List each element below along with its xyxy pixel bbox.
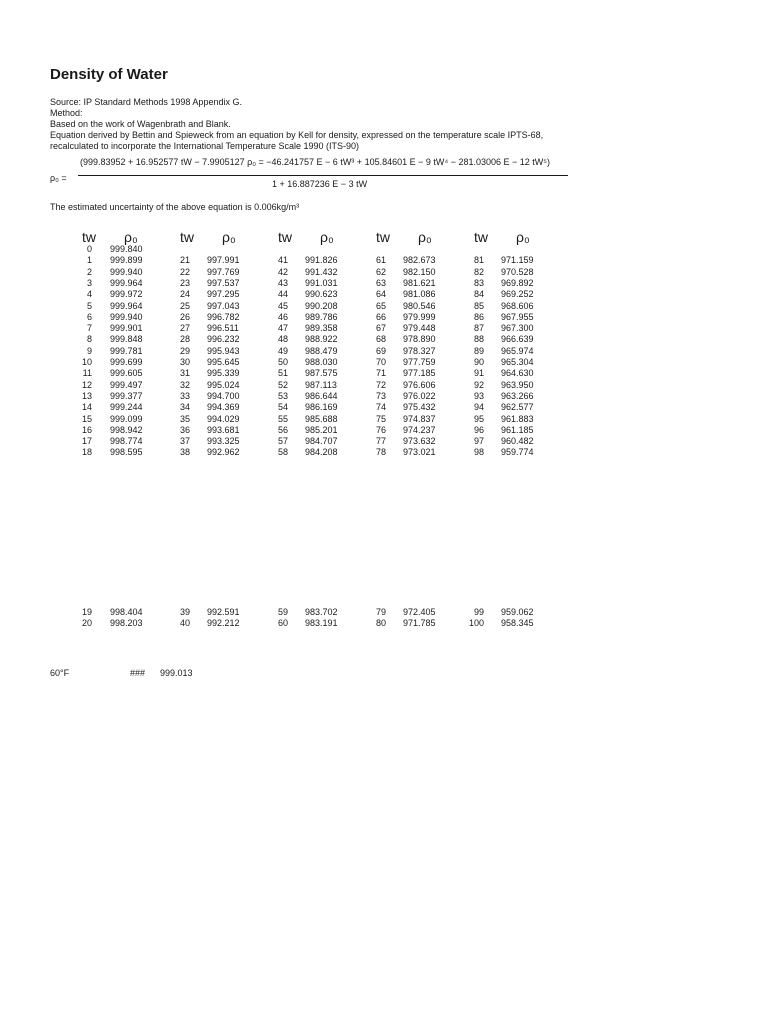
cell-density: 966.639 [501, 334, 534, 345]
cell-density: 987.113 [305, 379, 337, 390]
col-header-t: tw [474, 229, 488, 245]
footer-density-value: 999.013 [160, 668, 193, 678]
cell-temperature: 50 [277, 357, 288, 367]
cell-temperature: 86 [473, 311, 484, 322]
cell-density: 969.892 [501, 277, 534, 288]
cell-temperature: 39 [179, 607, 190, 617]
cell-temperature: 12 [81, 379, 92, 390]
cell-density: 999.940 [110, 311, 143, 322]
cell-temperature: 6 [86, 311, 92, 322]
cell-temperature: 18 [81, 447, 92, 458]
cell-temperature: 61 [375, 255, 386, 266]
cell-temperature: 82 [473, 266, 484, 277]
cell-temperature: 56 [277, 424, 288, 435]
cell-temperature: 97 [473, 436, 484, 447]
cell-temperature: 8 [86, 334, 92, 345]
cell-temperature: 21 [179, 255, 190, 266]
col-header-rho: ρ₀ [516, 229, 530, 245]
cell-temperature: 7 [86, 323, 92, 334]
cell-temperature: 99 [473, 607, 484, 617]
cell-density: 963.266 [501, 390, 534, 401]
cell-temperature: 28 [179, 334, 190, 345]
cell-temperature: 33 [179, 390, 190, 401]
cell-density: 988.922 [305, 334, 338, 345]
col-header-rho: ρ₀ [320, 229, 334, 245]
cell-density: 998.942 [110, 424, 143, 435]
density-formula [50, 155, 570, 195]
cell-density: 991.826 [305, 255, 338, 266]
cell-density: 992.962 [207, 447, 240, 458]
cell-density: 993.325 [207, 436, 240, 447]
cell-temperature: 43 [277, 277, 288, 288]
cell-density: 965.304 [501, 357, 534, 367]
col-header-t: tw [376, 229, 390, 245]
based-on-line: Based on the work of Wagenbrath and Blank. [50, 119, 231, 129]
cell-density: 999.899 [110, 255, 143, 266]
cell-density: 999.497 [110, 379, 143, 390]
cell-density: 976.022 [403, 390, 436, 401]
cell-temperature: 76 [375, 424, 386, 435]
cell-density: 991.432 [305, 266, 338, 277]
cell-temperature: 57 [277, 436, 288, 447]
cell-density: 959.774 [501, 447, 534, 458]
cell-temperature: 19 [81, 607, 92, 617]
cell-temperature: 26 [179, 311, 190, 322]
formula-denominator: 1 + 16.887236 E − 3 tW [272, 179, 368, 189]
cell-density: 960.482 [501, 436, 534, 447]
col-header-rho: ρ₀ [418, 229, 432, 245]
cell-density: 971.159 [501, 255, 534, 266]
cell-density: 997.043 [207, 300, 240, 311]
cell-density: 988.030 [305, 357, 338, 367]
cell-temperature: 31 [179, 368, 190, 379]
cell-density: 958.345 [501, 618, 534, 629]
derivation-line-1: Equation derived by Bettin and Spieweck from an equation by Kell for density, expressed on the temperature scale IPTS-68, [50, 130, 544, 140]
cell-temperature: 89 [473, 345, 484, 356]
cell-temperature: 15 [81, 413, 92, 424]
cell-density: 967.300 [501, 323, 534, 334]
cell-density: 984.707 [305, 436, 338, 447]
cell-temperature: 87 [473, 323, 484, 334]
cell-density: 990.208 [305, 300, 338, 311]
cell-temperature: 32 [179, 379, 190, 390]
cell-temperature: 54 [277, 402, 288, 413]
cell-temperature: 2 [86, 266, 92, 277]
cell-temperature: 52 [277, 379, 288, 390]
cell-temperature: 17 [81, 436, 92, 447]
cell-density: 974.237 [403, 424, 436, 435]
source-line: Source: IP Standard Methods 1998 Appendix G. [50, 97, 242, 107]
cell-temperature: 80 [375, 618, 386, 629]
cell-temperature: 13 [81, 390, 92, 401]
cell-temperature: 10 [81, 357, 92, 367]
cell-temperature: 84 [473, 289, 484, 300]
cell-temperature: 78 [375, 447, 386, 458]
cell-density: 976.606 [403, 379, 436, 390]
cell-density: 979.999 [403, 311, 436, 322]
cell-density: 983.191 [305, 618, 338, 629]
cell-density: 994.369 [207, 402, 240, 413]
cell-density: 959.062 [501, 607, 534, 617]
cell-density: 998.203 [110, 618, 143, 629]
cell-temperature: 36 [179, 424, 190, 435]
cell-density: 969.252 [501, 289, 534, 300]
cell-density: 967.955 [501, 311, 534, 322]
cell-density: 997.991 [207, 255, 240, 266]
cell-temperature: 23 [179, 277, 190, 288]
col-header-t: tw [278, 229, 292, 245]
cell-density: 998.404 [110, 607, 143, 617]
cell-density: 997.537 [207, 277, 240, 288]
cell-density: 999.901 [110, 323, 143, 334]
cell-density: 986.644 [305, 390, 338, 401]
cell-density: 965.974 [501, 345, 534, 356]
cell-density: 961.883 [501, 413, 534, 424]
cell-temperature: 45 [277, 300, 288, 311]
cell-density: 961.185 [501, 424, 534, 435]
cell-density: 981.086 [403, 289, 436, 300]
cell-temperature: 74 [375, 402, 386, 413]
cell-density: 972.405 [403, 607, 436, 617]
cell-temperature: 73 [375, 390, 386, 401]
cell-temperature: 3 [86, 277, 92, 288]
cell-temperature: 95 [473, 413, 484, 424]
cell-temperature: 66 [375, 311, 386, 322]
cell-density: 971.785 [403, 618, 436, 629]
cell-density: 995.645 [207, 357, 240, 367]
cell-temperature: 62 [375, 266, 386, 277]
cell-temperature: 96 [473, 424, 484, 435]
cell-temperature: 63 [375, 277, 386, 288]
cell-temperature: 68 [375, 334, 386, 345]
cell-temperature: 92 [473, 379, 484, 390]
col-header-rho: ρ₀ [124, 229, 138, 245]
cell-density: 991.031 [305, 277, 338, 288]
cell-temperature: 60 [277, 618, 288, 629]
cell-temperature: 81 [473, 255, 484, 266]
cell-density: 963.950 [501, 379, 534, 390]
cell-density: 989.358 [305, 323, 338, 334]
cell-temperature: 71 [375, 368, 386, 379]
cell-density: 982.150 [403, 266, 436, 277]
cell-density: 995.024 [207, 379, 240, 390]
cell-density: 997.769 [207, 266, 240, 277]
cell-density: 981.621 [403, 277, 436, 288]
cell-temperature: 59 [277, 607, 288, 617]
col-header-rho: ρ₀ [222, 229, 236, 245]
cell-density: 977.185 [403, 368, 436, 379]
cell-temperature: 20 [81, 618, 92, 629]
footer-temperature-label: 60°F [50, 668, 70, 678]
cell-density: 973.021 [403, 447, 436, 458]
cell-density: 992.212 [207, 618, 240, 629]
cell-temperature: 46 [277, 311, 288, 322]
cell-temperature: 40 [179, 618, 190, 629]
cell-temperature: 14 [81, 402, 92, 413]
cell-density: 996.511 [207, 323, 239, 334]
cell-temperature: 72 [375, 379, 386, 390]
cell-density: 978.890 [403, 334, 436, 345]
cell-temperature: 27 [179, 323, 190, 334]
cell-temperature: 77 [375, 436, 386, 447]
cell-density: 999.699 [110, 357, 143, 367]
cell-temperature: 38 [179, 447, 190, 458]
cell-temperature: 9 [86, 345, 92, 356]
cell-density: 978.327 [403, 345, 436, 356]
formula-lhs: ρ₀ = [50, 173, 67, 183]
cell-density: 998.774 [110, 436, 143, 447]
cell-density: 994.700 [207, 390, 240, 401]
cell-temperature: 30 [179, 357, 190, 367]
cell-temperature: 22 [179, 266, 190, 277]
cell-temperature: 94 [473, 402, 484, 413]
cell-density: 999.940 [110, 266, 143, 277]
cell-density: 964.630 [501, 368, 534, 379]
cell-temperature: 93 [473, 390, 484, 401]
cell-density: 979.448 [403, 323, 436, 334]
cell-temperature: 44 [277, 289, 288, 300]
cell-density: 970.528 [501, 266, 534, 277]
cell-density: 985.688 [305, 413, 338, 424]
cell-density: 986.169 [305, 402, 338, 413]
col-header-t: tw [82, 229, 96, 245]
cell-temperature: 41 [277, 255, 288, 266]
cell-density: 995.943 [207, 345, 240, 356]
cell-temperature: 1 [86, 255, 92, 266]
cell-density: 996.232 [207, 334, 240, 345]
cell-density: 988.479 [305, 345, 338, 356]
cell-density: 999.964 [110, 277, 143, 288]
cell-temperature: 48 [277, 334, 288, 345]
cell-temperature: 98 [473, 447, 484, 458]
cell-density: 999.848 [110, 334, 143, 345]
cell-temperature: 24 [179, 289, 190, 300]
fraction-bar [78, 175, 568, 176]
cell-temperature: 91 [473, 368, 484, 379]
cell-temperature: 4 [86, 289, 92, 300]
cell-temperature: 83 [473, 277, 484, 288]
cell-temperature: 49 [277, 345, 288, 356]
cell-temperature: 100 [468, 618, 484, 629]
cell-density: 989.786 [305, 311, 338, 322]
uncertainty-note: The estimated uncertainty of the above equation is 0.006kg/m³ [50, 202, 300, 212]
cell-temperature: 64 [375, 289, 386, 300]
cell-temperature: 67 [375, 323, 386, 334]
cell-density: 998.595 [110, 447, 143, 458]
cell-density: 999.377 [110, 390, 143, 401]
cell-temperature: 16 [81, 424, 92, 435]
cell-density: 993.681 [207, 424, 240, 435]
cell-temperature: 53 [277, 390, 288, 401]
cell-density: 996.782 [207, 311, 240, 322]
cell-density: 984.208 [305, 447, 338, 458]
cell-density: 990.623 [305, 289, 338, 300]
page-title: Density of Water [50, 66, 168, 83]
cell-density: 999.099 [110, 413, 143, 424]
cell-density: 999.781 [110, 345, 143, 356]
cell-density: 992.591 [207, 607, 240, 617]
cell-temperature: 85 [473, 300, 484, 311]
cell-temperature: 51 [277, 368, 288, 379]
cell-density: 994.029 [207, 413, 240, 424]
cell-temperature: 75 [375, 413, 386, 424]
cell-temperature: 47 [277, 323, 288, 334]
cell-density: 983.702 [305, 607, 338, 617]
cell-temperature: 0 [86, 244, 92, 254]
cell-density: 997.295 [207, 289, 240, 300]
cell-density: 962.577 [501, 402, 534, 413]
cell-temperature: 25 [179, 300, 190, 311]
cell-density: 999.972 [110, 289, 143, 300]
footer-overflow-cell: ### [130, 668, 146, 678]
cell-temperature: 58 [277, 447, 288, 458]
cell-temperature: 69 [375, 345, 386, 356]
cell-temperature: 70 [375, 357, 386, 367]
cell-density: 985.201 [305, 424, 338, 435]
cell-density: 980.546 [403, 300, 436, 311]
cell-temperature: 65 [375, 300, 386, 311]
cell-temperature: 29 [179, 345, 190, 356]
cell-temperature: 88 [473, 334, 484, 345]
cell-temperature: 37 [179, 436, 190, 447]
cell-density: 968.606 [501, 300, 534, 311]
cell-density: 974.837 [403, 413, 436, 424]
cell-density: 975.432 [403, 402, 436, 413]
cell-density: 987.575 [305, 368, 338, 379]
cell-density: 973.632 [403, 436, 436, 447]
cell-temperature: 79 [375, 607, 386, 617]
cell-density: 995.339 [207, 368, 240, 379]
cell-density: 977.759 [403, 357, 436, 367]
cell-temperature: 11 [82, 368, 92, 379]
cell-temperature: 5 [86, 300, 92, 311]
cell-density: 982.673 [403, 255, 436, 266]
cell-temperature: 55 [277, 413, 288, 424]
cell-density: 999.244 [110, 402, 143, 413]
cell-density: 999.605 [110, 368, 143, 379]
cell-temperature: 42 [277, 266, 288, 277]
col-header-t: tw [180, 229, 194, 245]
cell-temperature: 35 [179, 413, 190, 424]
derivation-line-2: recalculated to incorporate the International Temperature Scale 1990 (ITS-90) [50, 141, 360, 151]
cell-temperature: 34 [179, 402, 190, 413]
formula-numerator: (999.83952 + 16.952577 tW − 7.9905127 ρ₀ = −46.241757 E − 6 tW³ + 105.84601 E − 9 tW⁴ − 281.03006 E − 12 tW⁵) [80, 157, 551, 167]
cell-density: 999.964 [110, 300, 143, 311]
cell-temperature: 90 [473, 357, 484, 367]
method-line: Method: [50, 108, 83, 118]
cell-density: 999.840 [110, 244, 143, 254]
